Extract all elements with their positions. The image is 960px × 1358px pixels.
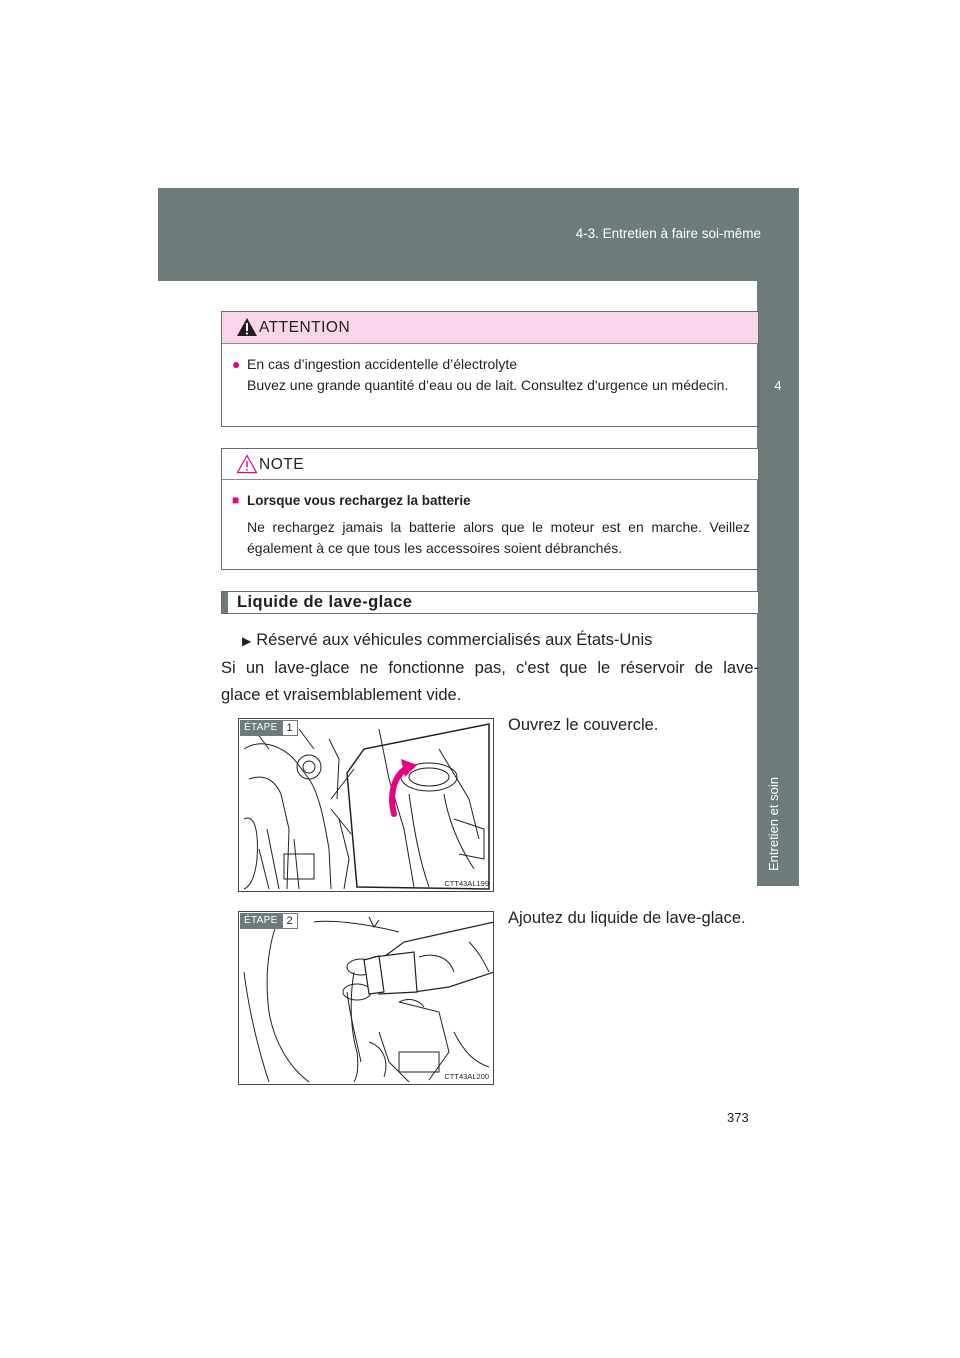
attention-title: ATTENTION <box>259 319 351 336</box>
header-band <box>158 188 799 281</box>
note-subtitle: Lorsque vous rechargez la batterie <box>247 493 471 508</box>
step-2-tag <box>240 913 298 929</box>
restriction-text: Réservé aux véhicules commercialisés aux États-Unis <box>256 631 653 649</box>
note-subtitle-row <box>232 490 750 511</box>
step-2-illustration <box>238 911 494 1085</box>
section-accent <box>222 592 228 613</box>
intro-line-1: Si un lave-glace ne fonctionne pas, c'est que le réservoir de lave- <box>221 659 759 677</box>
caution-outline-icon <box>236 454 258 474</box>
chapter-label: Entretien et soin <box>766 777 781 871</box>
note-box <box>221 448 759 570</box>
triangle-right-icon: ▶ <box>242 634 252 648</box>
chapter-title: 4-3. Entretien à faire soi-même <box>575 226 761 241</box>
chapter-side-tab <box>757 281 799 886</box>
figure-code: CTT43AL199 <box>444 879 489 888</box>
note-text: Ne rechargez jamais la batterie alors que le moteur est en marche. Veillez également à ce que tous les accessoires soient débranchés. <box>247 519 750 556</box>
note-title: NOTE <box>259 456 305 473</box>
intro-paragraph <box>221 655 759 709</box>
attention-bullet <box>232 354 752 375</box>
square-bullet-icon: ■ <box>232 493 240 507</box>
engine-bay-drawing-1 <box>239 719 494 892</box>
engine-bay-drawing-2 <box>239 912 494 1085</box>
step-number: 2 <box>282 913 298 929</box>
step-1-illustration <box>238 718 494 892</box>
step-1-tag <box>240 720 298 736</box>
step-2-text: Ajoutez du liquide de lave-glace. <box>508 909 746 927</box>
bullet-icon: ● <box>232 356 241 372</box>
restriction-note <box>242 631 652 650</box>
intro-line-2: glace et vraisemblablement vide. <box>221 686 462 704</box>
attention-box <box>221 311 759 427</box>
warning-icon <box>236 317 258 337</box>
note-header <box>222 449 758 480</box>
attention-text: Buvez une grande quantité d’eau ou de lait. Consultez d'urgence un médecin. <box>247 377 729 393</box>
attention-bullet-title: En cas d’ingestion accidentelle d’électrolyte <box>247 356 518 372</box>
attention-header <box>222 312 758 344</box>
figure-code: CTT43AL200 <box>444 1072 489 1081</box>
step-label: ÉTAPE <box>240 720 282 736</box>
step-1-text: Ouvrez le couvercle. <box>508 716 659 734</box>
section-heading <box>221 591 759 614</box>
attention-body <box>222 344 758 396</box>
page-number: 373 <box>727 1110 749 1125</box>
note-body <box>222 480 758 559</box>
step-label: ÉTAPE <box>240 913 282 929</box>
chapter-number: 4 <box>774 378 782 393</box>
section-title: Liquide de lave-glace <box>237 593 413 611</box>
step-number: 1 <box>282 720 298 736</box>
